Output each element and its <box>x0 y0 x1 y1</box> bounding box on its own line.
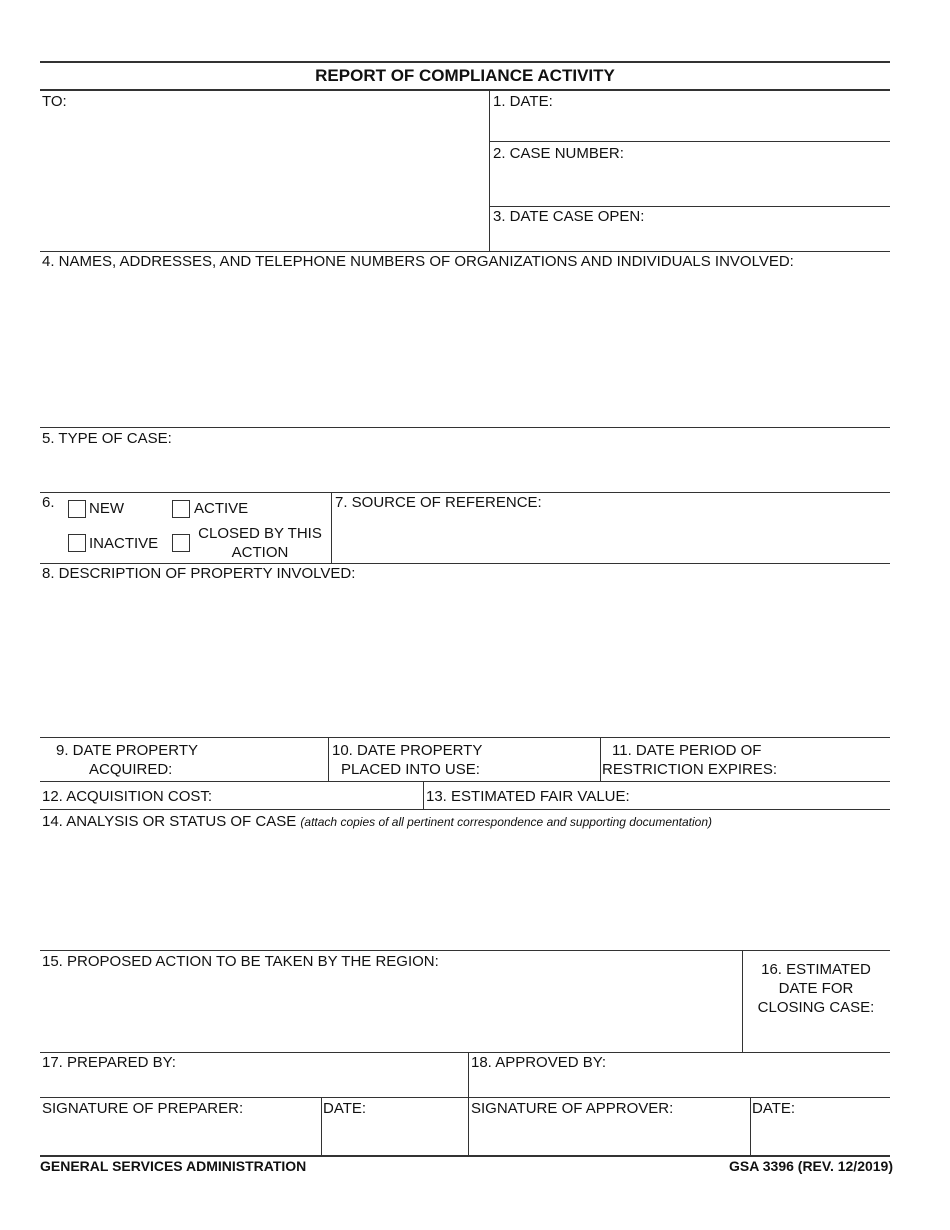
fair-value-label: 13. ESTIMATED FAIR VALUE: <box>426 788 630 805</box>
rule <box>40 427 890 428</box>
active-label: ACTIVE <box>194 500 249 517</box>
date-label: 1. DATE: <box>493 93 553 110</box>
names-field[interactable] <box>40 272 890 424</box>
prepared-by-label: 17. PREPARED BY: <box>42 1054 176 1071</box>
signature-approver-field[interactable] <box>470 1119 747 1152</box>
new-label: NEW <box>89 500 124 517</box>
to-label: TO: <box>42 93 67 110</box>
rule <box>40 781 890 782</box>
date-field[interactable] <box>492 110 888 138</box>
source-of-reference-field[interactable] <box>334 513 888 560</box>
source-of-reference-label: 7. SOURCE OF REFERENCE: <box>335 494 542 511</box>
analysis-title: 14. ANALYSIS OR STATUS OF CASE <box>42 813 297 830</box>
rule <box>40 809 890 810</box>
date-placed-label-1: 10. DATE PROPERTY <box>332 742 483 759</box>
date-placed-label-2: PLACED INTO USE: <box>341 761 480 778</box>
date-approver-label: DATE: <box>752 1100 796 1117</box>
top-rule <box>40 61 890 63</box>
analysis-label <box>42 812 712 832</box>
proposed-action-label: 15. PROPOSED ACTION TO BE TAKEN BY THE REGION: <box>42 953 439 970</box>
closing-date-label-3: CLOSING CASE: <box>757 999 875 1016</box>
signature-approver-label: SIGNATURE OF APPROVER: <box>471 1100 674 1117</box>
date-acquired-label-2: ACQUIRED: <box>89 761 173 778</box>
form-title: REPORT OF COMPLIANCE ACTIVITY <box>315 66 615 85</box>
analysis-note: (attach copies of all pertinent correspondence and supporting documentation) <box>300 815 713 829</box>
closing-date-field[interactable] <box>744 1020 888 1048</box>
rule <box>40 1097 890 1098</box>
description-label: 8. DESCRIPTION OF PROPERTY INVOLVED: <box>42 565 356 582</box>
signature-preparer-label: SIGNATURE OF PREPARER: <box>42 1100 244 1117</box>
divider <box>750 1097 751 1155</box>
divider <box>468 1052 469 1155</box>
date-approver-field[interactable] <box>752 1119 888 1152</box>
footer-agency: GENERAL SERVICES ADMINISTRATION <box>40 1158 307 1174</box>
type-of-case-label: 5. TYPE OF CASE: <box>42 430 172 447</box>
date-preparer-field[interactable] <box>323 1119 465 1152</box>
bottom-rule <box>40 1155 890 1157</box>
case-number-label: 2. CASE NUMBER: <box>493 145 624 162</box>
proposed-action-field[interactable] <box>40 972 738 1048</box>
fair-value-field[interactable] <box>646 784 888 806</box>
analysis-field[interactable] <box>40 832 890 947</box>
inactive-checkbox[interactable] <box>68 534 86 552</box>
date-restriction-label-1: 11. DATE PERIOD OF <box>612 742 762 759</box>
case-number-field[interactable] <box>492 163 888 203</box>
rule <box>40 737 890 738</box>
date-case-open-label: 3. DATE CASE OPEN: <box>493 208 645 225</box>
prepared-by-field[interactable] <box>40 1073 465 1095</box>
closing-date-label-2: DATE FOR <box>778 980 854 997</box>
footer-form-number: GSA 3396 (REV. 12/2019) <box>729 1158 893 1174</box>
approved-by-label: 18. APPROVED BY: <box>471 1054 607 1071</box>
to-field[interactable] <box>40 110 486 248</box>
divider <box>321 1097 322 1155</box>
inactive-label: INACTIVE <box>89 535 159 552</box>
date-acquired-label-1: 9. DATE PROPERTY <box>56 742 198 759</box>
closed-checkbox[interactable] <box>172 534 190 552</box>
description-field[interactable] <box>40 584 890 734</box>
divider <box>600 737 601 781</box>
approved-by-field[interactable] <box>470 1073 888 1095</box>
closing-date-label-1: 16. ESTIMATED <box>761 961 871 978</box>
divider <box>328 737 329 781</box>
closed-label-line2: ACTION <box>231 544 289 561</box>
status-divider <box>331 492 332 563</box>
active-checkbox[interactable] <box>172 500 190 518</box>
date-preparer-label: DATE: <box>323 1100 367 1117</box>
date-case-open-field[interactable] <box>492 226 888 248</box>
title-rule <box>40 89 890 91</box>
type-of-case-field[interactable] <box>40 449 890 489</box>
status-number: 6. <box>42 494 55 511</box>
divider <box>423 781 424 809</box>
new-checkbox[interactable] <box>68 500 86 518</box>
date-restriction-label-2: RESTRICTION EXPIRES: <box>602 761 778 778</box>
rule <box>40 950 890 951</box>
divider <box>742 950 743 1052</box>
closed-label-line1: CLOSED BY THIS <box>198 525 322 542</box>
names-label: 4. NAMES, ADDRESSES, AND TELEPHONE NUMBERS OF ORGANIZATIONS AND INDIVIDUALS INVOLVED: <box>42 253 794 270</box>
acquisition-cost-field[interactable] <box>226 784 420 806</box>
to-divider <box>489 90 490 251</box>
signature-preparer-field[interactable] <box>40 1119 318 1152</box>
acquisition-cost-label: 12. ACQUISITION COST: <box>42 788 213 805</box>
rule <box>489 141 890 142</box>
